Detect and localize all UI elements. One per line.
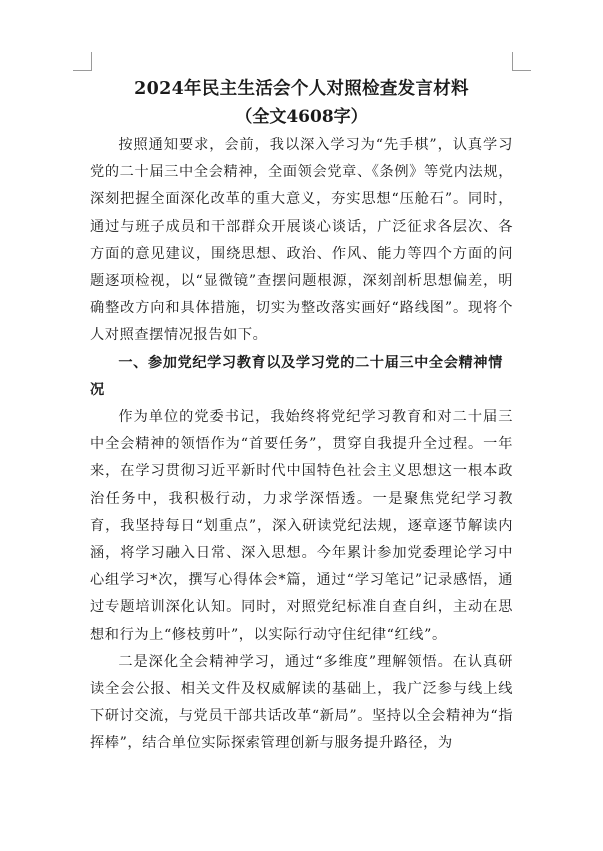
document-body — [90, 76, 513, 758]
crop-mark-top-left — [73, 52, 92, 71]
crop-mark-top-right — [512, 52, 531, 71]
section-paragraph-2: 二是深化全会精神学习，通过“多维度”理解领悟。在认真研读全会公报、相关文件及权威解读的基础上，我广泛参与线上线下研讨交流，与党员干部共话改革“新局”。坚持以全会精神为“指挥棒”，结合单位实际探索管理创新与服务提升路径，为 — [90, 653, 513, 752]
document-title: 2024年民主生活会个人对照检查发言材料 — [134, 79, 469, 99]
document-subtitle: （全文4608字） — [235, 107, 368, 127]
section-paragraph-1: 作为单位的党委书记，我始终将党纪学习教育和对二十届三中全会精神的领悟作为“首要任务”，贯穿自我提升全过程。一年来，在学习贯彻习近平新时代中国特色社会主义思想这一根本政治任务中，我积极行动，力求学深悟透。一是聚焦党纪学习教育，我坚持每日“划重点”，深入研读党纪法规，逐章逐节解读内涵，将学习融入日常、深入思想。今年累计参加党委理论学习中心组学习*次，撰写心得体会*篇，通过“学习笔记”记录感悟，通过专题培训深化认知。同时，对照党纪标准自查自纠，主动在思想和行为上“修枝剪叶”，以实际行动守住纪律“红线”。 — [90, 409, 513, 643]
intro-paragraph: 按照通知要求，会前，我以深入学习为“先手棋”，认真学习党的二十届三中全会精神，全面领会党章、《条例》等党内法规，深刻把握全面深化改革的重大意义，夯实思想“压舱石”。同时，通过与班子成员和干部群众开展谈心谈话，广泛征求各层次、各方面的意见建议，围绕思想、政治、作风、能力等四个方面的问题逐项检视，以“显微镜”查摆问题根源，深刻剖析思想偏差，明确整改方向和具体措施，切实为整改落实画好“路线图”。现将个人对照查摆情况报告如下。 — [90, 137, 513, 344]
section-heading: 一、参加党纪学习教育以及学习党的二十届三中全会精神情况 — [90, 354, 503, 398]
